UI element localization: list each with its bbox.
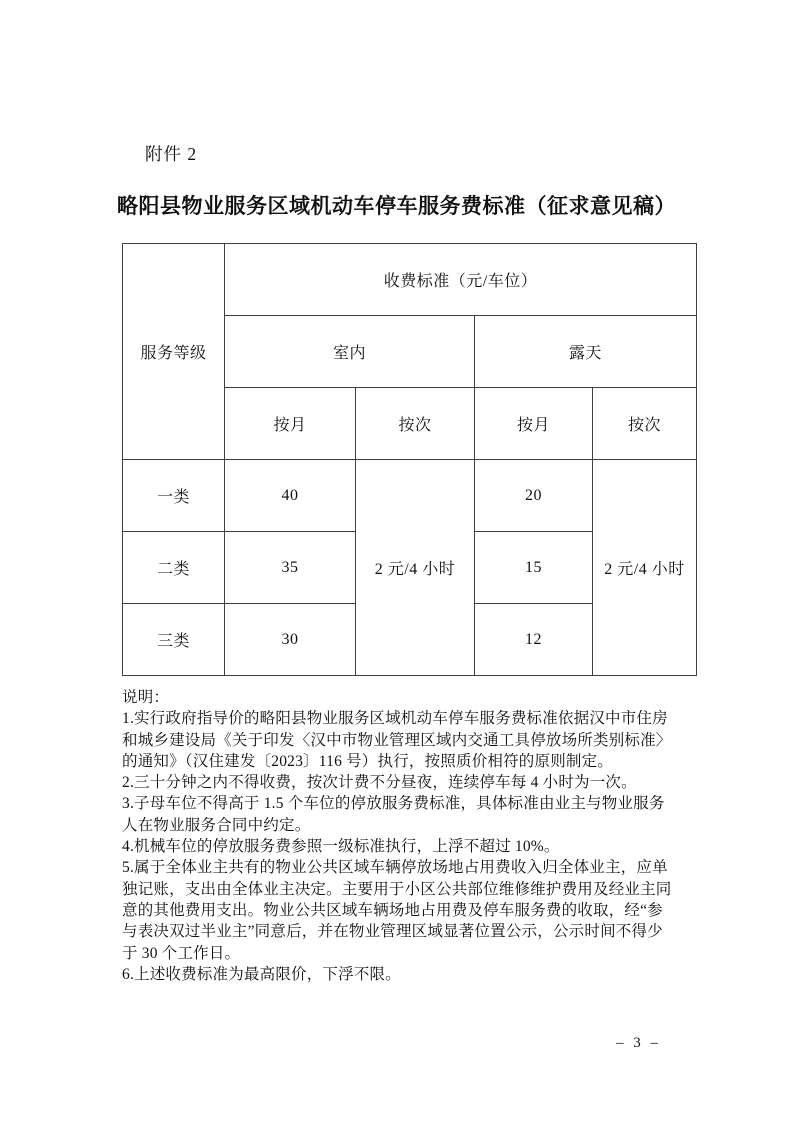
outdoor-per-time-cell: 2 元/4 小时	[593, 460, 697, 676]
outdoor-month-cell: 12	[475, 604, 593, 676]
notes-section	[122, 687, 702, 985]
indoor-month-cell: 35	[225, 532, 356, 604]
note-line: 和城乡建设局《关于印发〈汉中市物业管理区域内交通工具停放场所类别标准〉	[122, 731, 672, 749]
note-line: 的通知》（汉住建发〔2023〕116 号）执行，按照质价相符的原则制定。	[122, 752, 614, 770]
header-indoor: 室内	[225, 316, 475, 388]
table-header-row-1	[123, 244, 697, 316]
page-number: – 3 –	[616, 1035, 658, 1051]
note-line: 独记账，支出由全体业主决定。主要用于小区公共部位维修维护费用及经业主同	[122, 880, 672, 898]
note-line: 5.属于全体业主共有的物业公共区域车辆停放场地占用费收入归全体业主，应单	[122, 859, 668, 877]
note-line: 4.机械车位的停放服务费参照一级标准执行，上浮不超过 10%。	[122, 838, 560, 856]
level-cell: 一类	[123, 460, 225, 532]
note-line: 人在物业服务合同中约定。	[122, 816, 311, 834]
document-title: 略阳县物业服务区域机动车停车服务费标准（征求意见稿）	[117, 194, 676, 218]
note-line: 6.上述收费标准为最高限价，下浮不限。	[122, 965, 401, 983]
fee-standard-table	[122, 243, 697, 676]
indoor-month-cell: 30	[225, 604, 356, 676]
note-line: 于 30 个工作日。	[122, 944, 241, 962]
notes-heading: 说明：	[122, 689, 170, 706]
outdoor-month-cell: 20	[475, 460, 593, 532]
note-line: 意的其他费用支出。物业公共区域车辆场地占用费及停车服务费的收取，经“参	[122, 901, 663, 919]
indoor-per-time-cell: 2 元/4 小时	[356, 460, 475, 676]
header-fee-standard: 收费标准（元/车位）	[225, 244, 697, 316]
level-cell: 三类	[123, 604, 225, 676]
header-outdoor-by-month: 按月	[475, 388, 593, 460]
indoor-month-cell: 40	[225, 460, 356, 532]
note-line: 2.三十分钟之内不得收费，按次计费不分昼夜，连续停车每 4 小时为一次。	[122, 774, 637, 792]
note-line: 1.实行政府指导价的略阳县物业服务区域机动车停车服务费标准依据汉中市住房	[122, 710, 668, 728]
note-line: 3.子母车位不得高于 1.5 个车位的停放服务费标准，具体标准由业主与物业服务	[122, 795, 665, 813]
attachment-label: 附件 2	[145, 144, 198, 164]
header-outdoor-by-time: 按次	[593, 388, 697, 460]
note-line: 与表决双过半业主”同意后，并在物业管理区域显著位置公示，公示时间不得少	[122, 923, 663, 941]
header-outdoor: 露天	[475, 316, 697, 388]
table-row	[123, 460, 697, 532]
level-cell: 二类	[123, 532, 225, 604]
outdoor-month-cell: 15	[475, 532, 593, 604]
header-service-level: 服务等级	[123, 244, 225, 460]
header-indoor-by-time: 按次	[356, 388, 475, 460]
header-indoor-by-month: 按月	[225, 388, 356, 460]
